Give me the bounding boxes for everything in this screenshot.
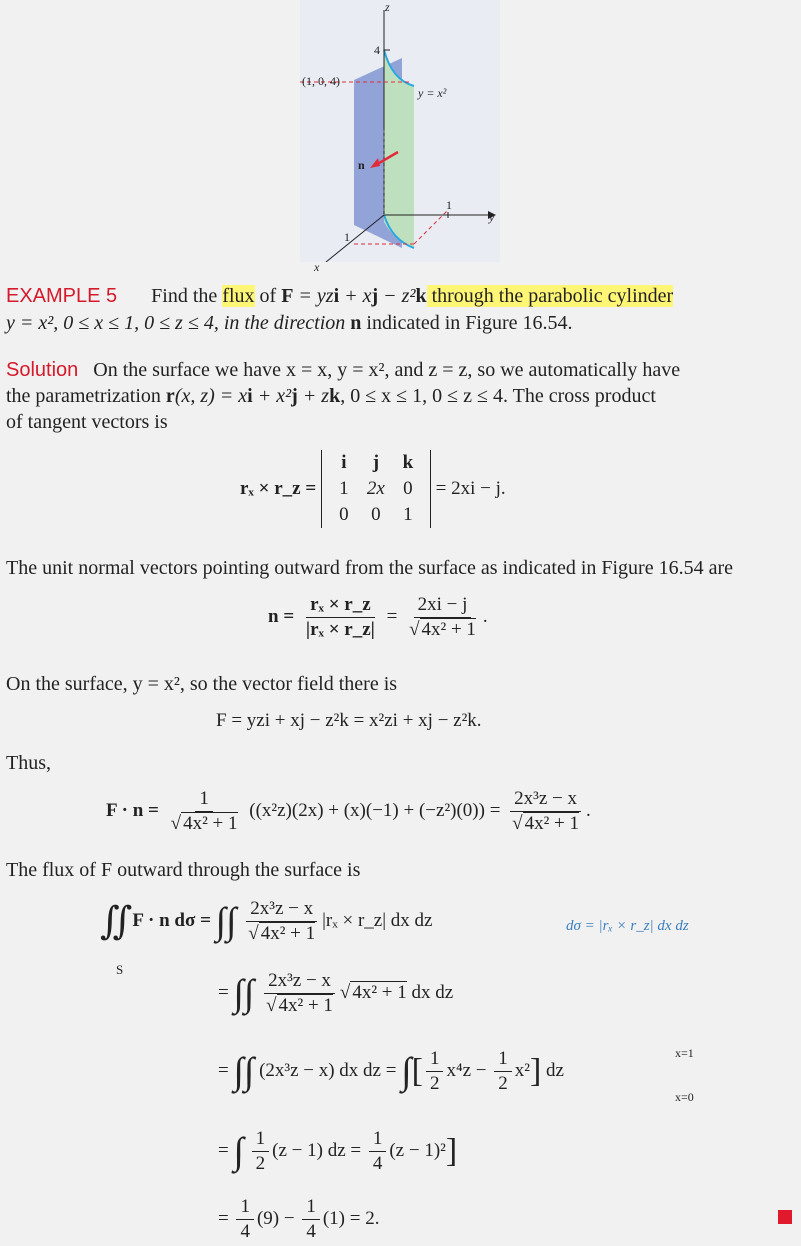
highlight-cylinder: through the parabolic cylinder: [426, 285, 674, 307]
green-face: [384, 50, 414, 248]
determinant: i j k 1 2x 0 0 0 1: [321, 450, 431, 528]
integral-line-3: = ∫∫ (2x³z − x) dx dz = ∫[ $\frac{1}{2}$ x⁴z − $\frac{1}{2}$ x²] dz: [218, 1048, 564, 1094]
limit-top: x=1: [675, 1046, 694, 1060]
x-axis-label: x: [314, 260, 320, 274]
normal-label: n: [358, 158, 365, 172]
example-label: EXAMPLE 5: [6, 285, 118, 307]
thus-text: Thus,: [6, 752, 51, 774]
x-tick-label: 1: [344, 230, 350, 244]
solution-label: Solution: [6, 359, 79, 381]
y-axis-label: y: [489, 210, 495, 224]
solution-line-3: of tangent vectors is: [6, 411, 168, 433]
solution-line-2: the parametrization r(x, z) = xi + x²j + zk, 0 ≤ x ≤ 1, 0 ≤ z ≤ 4. The cross product: [6, 385, 656, 407]
z-tick-label: 4: [374, 43, 380, 57]
solution-line-1: Solution On the surface we have x = x, y = x², and z = z, so we automatically have: [6, 359, 681, 381]
highlight-flux: flux: [222, 285, 255, 307]
flux-text: The flux of F outward through the surface is: [6, 859, 361, 881]
cross-product-equation: rₓ × r_z = i j k 1 2x 0 0 0 1 = 2xi − j.: [240, 450, 506, 528]
z-axis-label: z: [385, 0, 390, 14]
example-line-2: y = x², 0 ≤ x ≤ 1, 0 ≤ z ≤ 4, in the direction n indicated in Figure 16.54.: [6, 312, 573, 334]
figure-16-54: [300, 0, 500, 274]
integral-line-1: ∬F · n dσ = ∫∫ $\frac{\text{2x³z − x}}{\text{√ 4x² + 1}}$ |rₓ × r_z| dx dz: [100, 898, 433, 944]
normal-equation: n = $\frac{\text{rₓ × r\_z}}{\text{|rₓ × r\_z|}}$ = $\frac{2xi - j}{\text{√ 4x² + 1}}$ .: [268, 594, 488, 640]
d-sigma-note: dσ = |rₓ × r_z| dx dz: [566, 918, 689, 934]
surface-text: On the surface, y = x², so the vector field there is: [6, 673, 398, 695]
integral-line-2: = ∫∫ $\frac{\text{2x³z − x}}{\text{√ 4x² + 1}}$ √ 4x² + 1 dx dz: [218, 970, 454, 1016]
integral-line-5: = $\frac{1}{4}$ (9) − $\frac{1}{4}$ (1) = 2.: [218, 1196, 380, 1242]
dot-product-equation: F · n = $\frac{1}{\text{√ 4x² + 1}}$ ((x²z)(2x) + (x)(−1) + (−z²)(0)) = $\frac{\text{2x³z − x}}{\text{√ 4x² + 1}}$ .: [106, 788, 591, 834]
end-of-example-mark: [778, 1210, 792, 1224]
unit-normal-text: The unit normal vectors pointing outward from the surface as indicated in Figure 16.54 are: [6, 557, 734, 579]
surface-subscript: S: [116, 962, 124, 977]
field-equation: F = yzi + xj − z²k = x²zi + xj − z²k.: [216, 710, 482, 731]
curve-label: y = x²: [418, 86, 447, 100]
parabolic-cylinder-diagram: [300, 0, 500, 262]
example-line-1: EXAMPLE 5 Find the flux of F = yzi + xj − z²k through the parabolic cylinder: [6, 285, 674, 307]
limit-bottom: x=0: [675, 1090, 694, 1104]
integral-line-4: = ∫ $\frac{1}{2}$ (z − 1) dz = $\frac{1}{4}$ (z − 1)²]: [218, 1128, 458, 1174]
y-tick-label: 1: [446, 198, 452, 212]
point-label: (1, 0, 4): [302, 74, 340, 88]
